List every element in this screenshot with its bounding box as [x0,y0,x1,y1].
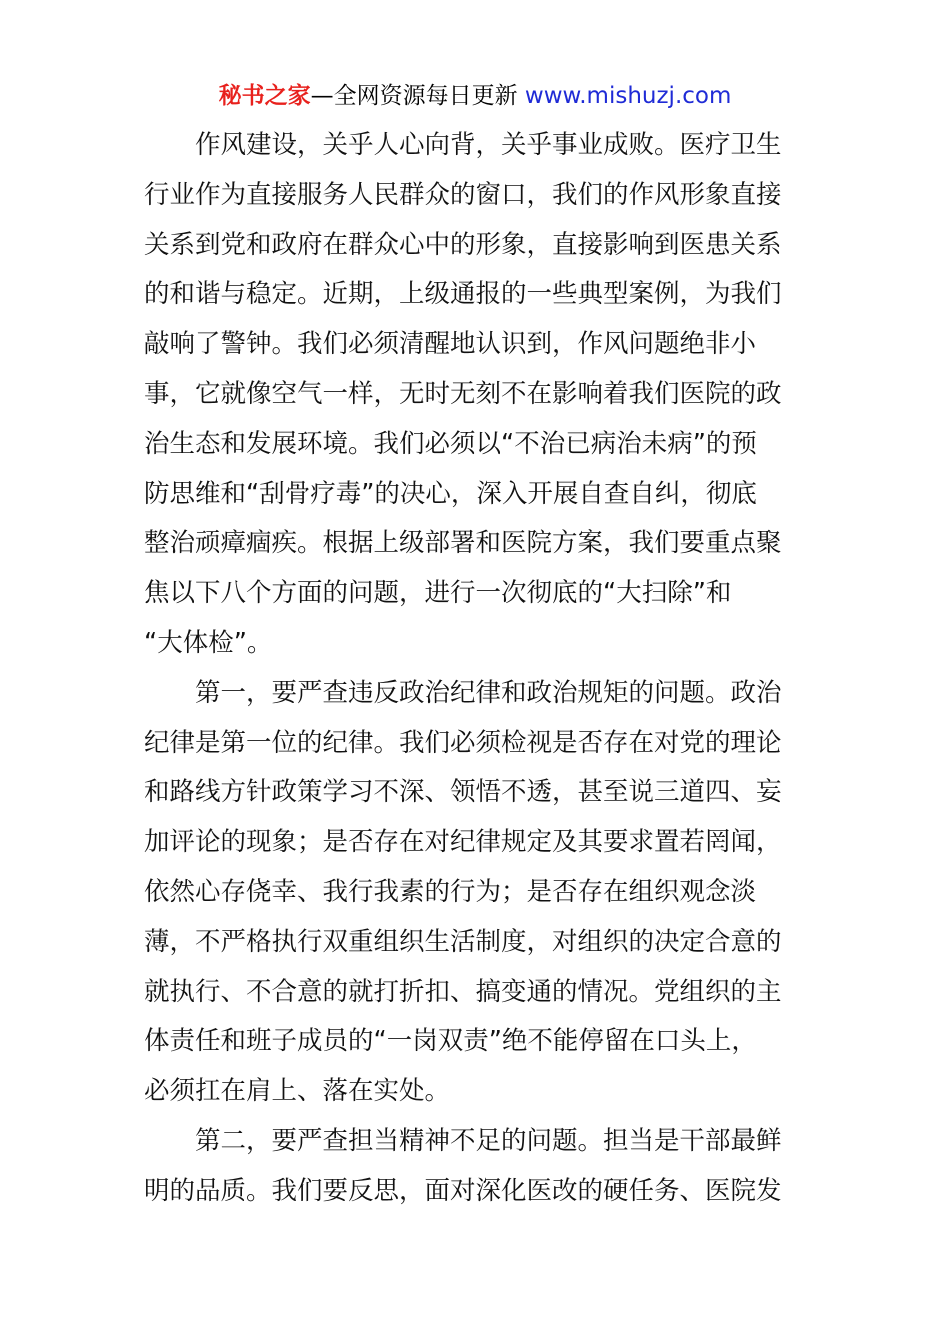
text-line: 加评论的现象；是否存在对纪律规定及其要求置若罔闻， [144,827,782,858]
text-line: 作风建设，关乎人心向背，关乎事业成败。医疗卫生 [144,130,782,160]
header-tagline: —全网资源每日更新 [310,83,518,109]
text-line: 纪律是第一位的纪律。我们必须检视是否存在对党的理论 [144,727,782,758]
text-line: 依然心存侥幸、我行我素的行为；是否存在组织观念淡 [144,876,757,907]
text-line: 行业作为直接服务人民群众的窗口，我们的作风形象直接 [144,179,782,210]
text-line: 整治顽瘴痼疾。根据上级部署和医院方案，我们要重点聚 [144,528,782,559]
brand-name: 秘书之家 [218,83,311,109]
text-line: 的和谐与稳定。近期，上级通报的一些典型案例，为我们 [144,279,782,310]
text-line: 焦以下八个方面的问题，进行一次彻底的“大扫除”和 [144,578,732,609]
text-line: 和路线方针政策学习不深、领悟不透，甚至说三道四、妄 [144,777,782,808]
page-header [0,80,950,112]
text-line: 治生态和发展环境。我们必须以“不治已病治未病”的预 [144,428,757,459]
text-line: 第二，要严查担当精神不足的问题。担当是干部最鲜 [144,1125,782,1156]
text-line: 体责任和班子成员的“一岗双责”绝不能停留在口头上， [144,1026,757,1057]
text-line: 关系到党和政府在群众心中的形象，直接影响到医患关系 [144,229,782,260]
text-line: 必须扛在肩上、落在实处。 [144,1076,451,1107]
text-line: 防思维和“刮骨疗毒”的决心，深入开展自查自纠，彻底 [144,478,757,509]
text-line: 就执行、不合意的就打折扣、搞变通的情况。党组织的主 [144,976,782,1007]
text-line: 薄，不严格执行双重组织生活制度，对组织的决定合意的 [144,926,782,957]
text-line: 敲响了警钟。我们必须清醒地认识到，作风问题绝非小 [144,329,757,360]
text-line: 明的品质。我们要反思，面对深化医改的硬任务、医院发 [144,1175,782,1206]
text-line: 事，它就像空气一样，无时无刻不在影响着我们医院的政 [144,378,782,409]
text-line: 第一，要严查违反政治纪律和政治规矩的问题。政治 [144,677,782,708]
site-url-link[interactable]: www.mishuzj.com [524,83,732,109]
text-line: “大体检”。 [144,627,273,658]
document-body [144,121,806,1217]
